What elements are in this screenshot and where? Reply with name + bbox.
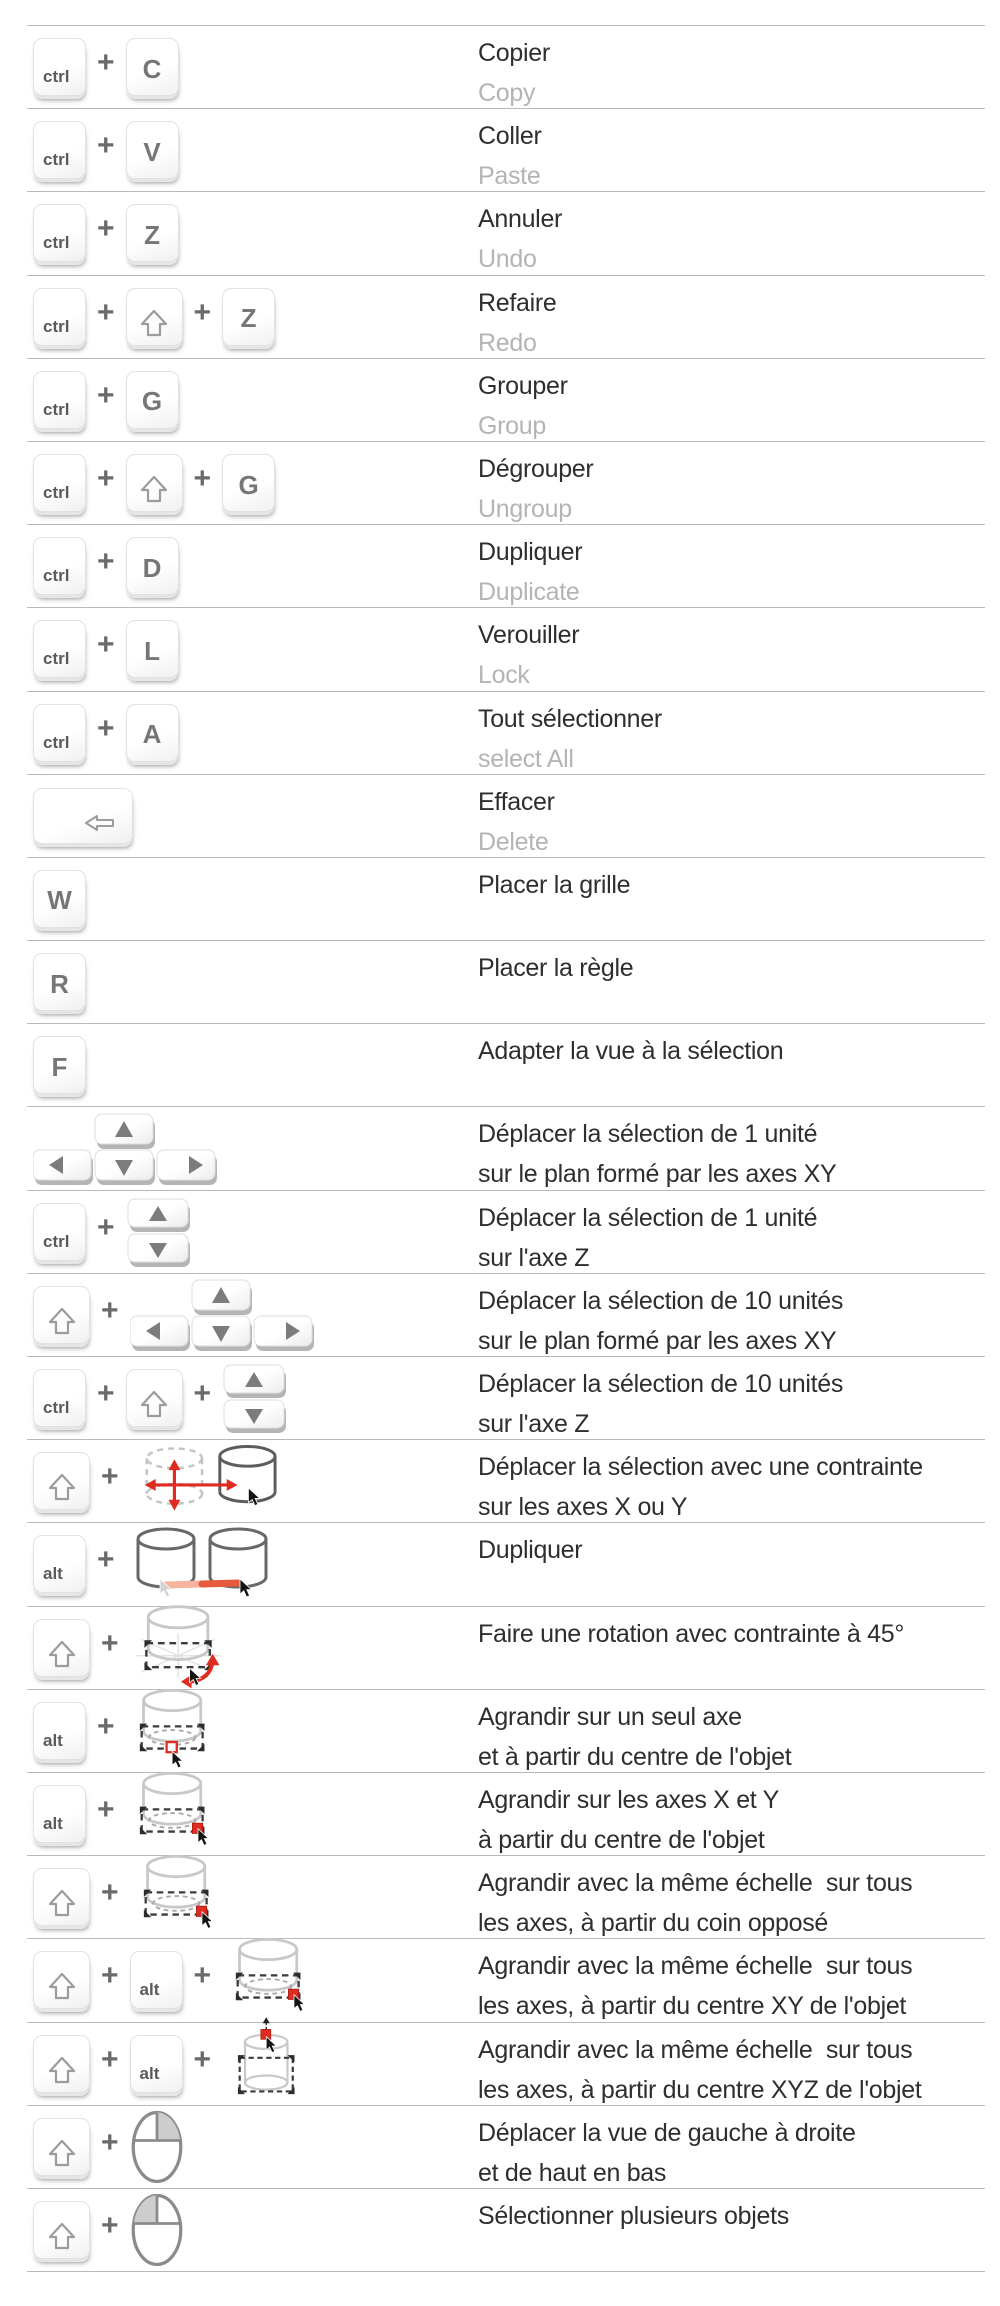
shift-arrow-icon bbox=[47, 2221, 77, 2251]
shortcut-keys bbox=[27, 704, 478, 762]
shortcut-row bbox=[27, 191, 985, 274]
plus-separator: + bbox=[97, 129, 115, 163]
shortcut-keys bbox=[27, 2011, 478, 2117]
shortcut-description bbox=[478, 1440, 985, 1527]
mouse-select-icon bbox=[130, 2190, 184, 2270]
key-label: G bbox=[141, 386, 163, 417]
shortcut-description bbox=[478, 2189, 985, 2236]
plus-separator: + bbox=[101, 1626, 119, 1660]
description-fr-line: sur le plan formé par les axes XY bbox=[478, 1326, 837, 1355]
shortcut-row bbox=[27, 1938, 985, 2021]
key-label: alt bbox=[139, 2063, 160, 2083]
description-fr-line: et à partir du centre de l'objet bbox=[478, 1742, 792, 1771]
description-fr-line: Dupliquer bbox=[478, 538, 583, 567]
shortcut-description bbox=[478, 775, 985, 862]
key-ctrl bbox=[33, 1203, 86, 1261]
plus-separator: + bbox=[101, 1460, 119, 1494]
shortcut-row bbox=[27, 857, 985, 940]
key-L bbox=[126, 620, 179, 678]
key-label: L bbox=[144, 635, 160, 666]
description-fr-line: et de haut en bas bbox=[478, 2158, 667, 2187]
shortcut-row bbox=[27, 607, 985, 690]
description-fr-line: Agrandir avec la même échelle sur tous bbox=[478, 2035, 913, 2064]
description-fr-line: Adapter la vue à la sélection bbox=[478, 1037, 784, 1066]
shortcut-row bbox=[27, 108, 985, 191]
shortcut-row bbox=[27, 441, 985, 524]
key-label: ctrl bbox=[43, 399, 70, 419]
arrow-keys-cluster bbox=[130, 1278, 316, 1352]
shift-arrow-icon bbox=[47, 2055, 77, 2085]
shortcut-keys bbox=[27, 454, 478, 512]
shortcut-row bbox=[27, 2022, 985, 2105]
shortcut-row bbox=[27, 1439, 985, 1522]
shortcut-keys bbox=[27, 1112, 478, 1186]
key-alt bbox=[33, 1535, 86, 1593]
description-fr-line: Déplacer la sélection de 1 unité bbox=[478, 1203, 818, 1232]
description-fr-line: Agrandir avec la même échelle sur tous bbox=[478, 1952, 913, 1981]
key-ctrl bbox=[33, 454, 86, 512]
shift-key bbox=[33, 2035, 90, 2093]
key-G bbox=[126, 371, 179, 429]
description-fr-line: Grouper bbox=[478, 371, 568, 400]
scale-xyz-icon bbox=[222, 2011, 314, 2117]
key-label: alt bbox=[43, 1814, 63, 1834]
plus-separator: + bbox=[193, 462, 212, 496]
plus-separator: + bbox=[193, 2042, 212, 2076]
description-fr-line: Agrandir sur un seul axe bbox=[478, 1702, 742, 1731]
shortcut-keys bbox=[27, 2107, 478, 2187]
plus-separator: + bbox=[101, 1876, 119, 1910]
arrow-keys-cluster bbox=[33, 1112, 219, 1186]
shortcut-keys bbox=[27, 1197, 478, 1267]
shortcut-description bbox=[478, 1856, 985, 1943]
shortcut-keys bbox=[27, 620, 478, 678]
key-ctrl bbox=[33, 204, 86, 262]
key-Z bbox=[126, 204, 179, 262]
key-D bbox=[126, 537, 179, 595]
shortcut-row bbox=[27, 2188, 985, 2271]
key-V bbox=[126, 121, 179, 179]
description-en-line: Paste bbox=[478, 162, 541, 191]
mouse-pan-icon bbox=[130, 2107, 184, 2187]
description-fr-line: les axes, à partir du centre XY de l'objet bbox=[478, 1992, 907, 2021]
description-fr-line: sur l'axe Z bbox=[478, 1243, 590, 1272]
shortcut-keys bbox=[27, 121, 478, 179]
shortcut-row bbox=[27, 275, 985, 358]
description-fr-line: Dégrouper bbox=[478, 454, 594, 483]
shortcut-description bbox=[478, 109, 985, 196]
key-ctrl bbox=[33, 1369, 86, 1427]
plus-separator: + bbox=[101, 2208, 119, 2242]
shift-key bbox=[126, 454, 183, 512]
shortcut-description bbox=[478, 608, 985, 695]
key-label: ctrl bbox=[43, 1231, 70, 1251]
plus-separator: + bbox=[97, 628, 115, 662]
shift-arrow-icon bbox=[139, 474, 169, 504]
shortcut-keys bbox=[27, 537, 478, 595]
shortcut-row bbox=[27, 1522, 985, 1605]
key-label: ctrl bbox=[43, 649, 70, 669]
shortcut-keys bbox=[27, 788, 478, 844]
key-label: F bbox=[51, 1051, 68, 1082]
shortcut-keys bbox=[27, 1442, 478, 1520]
key-alt bbox=[130, 2035, 183, 2093]
key-ctrl bbox=[33, 371, 86, 429]
shift-arrow-icon bbox=[139, 1389, 169, 1419]
plus-separator: + bbox=[97, 1543, 115, 1577]
shortcut-description bbox=[478, 2023, 985, 2110]
key-ctrl bbox=[33, 620, 86, 678]
description-fr-line: Déplacer la vue de gauche à droite bbox=[478, 2118, 856, 2147]
description-fr-line: sur les axes X ou Y bbox=[478, 1493, 688, 1522]
plus-separator: + bbox=[101, 1959, 119, 1993]
shortcut-description bbox=[478, 1274, 985, 1361]
key-ctrl bbox=[33, 38, 86, 96]
description-fr-line: les axes, à partir du coin opposé bbox=[478, 1909, 829, 1938]
shortcut-row bbox=[27, 25, 985, 108]
description-fr-line: Sélectionner plusieurs objets bbox=[478, 2201, 789, 2230]
shortcut-row bbox=[27, 1772, 985, 1855]
description-en-line: Ungroup bbox=[478, 494, 572, 523]
key-ctrl bbox=[33, 121, 86, 179]
key-Z bbox=[222, 288, 275, 346]
shortcut-row bbox=[27, 691, 985, 774]
key-C bbox=[126, 38, 179, 96]
shift-key bbox=[126, 1369, 183, 1427]
description-fr-line: sur l'axe Z bbox=[478, 1410, 590, 1438]
shortcut-row bbox=[27, 1190, 985, 1273]
description-en-line: Group bbox=[478, 411, 546, 440]
plus-separator: + bbox=[101, 2125, 119, 2159]
duplicate-drag-icon bbox=[126, 1524, 276, 1604]
shortcut-description bbox=[478, 1024, 985, 1071]
shortcut-keys bbox=[27, 1036, 478, 1094]
key-ctrl bbox=[33, 537, 86, 595]
shift-key bbox=[33, 1619, 90, 1677]
shortcut-keys bbox=[27, 953, 478, 1011]
shortcut-description bbox=[478, 941, 985, 988]
shift-arrow-icon bbox=[47, 1888, 77, 1918]
shortcut-row bbox=[27, 1106, 985, 1189]
shortcut-description bbox=[478, 1523, 985, 1570]
shortcut-description bbox=[478, 1191, 985, 1278]
shift-key bbox=[33, 1951, 90, 2009]
shortcut-description bbox=[478, 525, 985, 612]
plus-separator: + bbox=[97, 1377, 115, 1411]
key-R bbox=[33, 953, 86, 1011]
plus-separator: + bbox=[97, 1210, 115, 1244]
description-fr-line: Tout sélectionner bbox=[478, 704, 662, 733]
plus-separator: + bbox=[97, 1793, 115, 1827]
backspace-arrow-icon bbox=[83, 814, 116, 832]
shortcut-keys bbox=[27, 288, 478, 346]
key-alt bbox=[130, 1951, 183, 2009]
plus-separator: + bbox=[193, 1377, 212, 1411]
move-constraint-icon bbox=[130, 1442, 280, 1520]
backspace-key bbox=[33, 788, 133, 844]
plus-separator: + bbox=[97, 295, 115, 329]
description-fr-line: Déplacer la sélection de 10 unités bbox=[478, 1286, 844, 1315]
shortcut-description bbox=[478, 442, 985, 529]
description-en-line: Delete bbox=[478, 827, 549, 856]
shortcut-description bbox=[478, 1107, 985, 1194]
shortcut-cheatsheet bbox=[27, 25, 985, 2272]
key-label: D bbox=[142, 552, 162, 583]
description-fr-line: Annuler bbox=[478, 205, 563, 234]
shift-arrow-icon bbox=[47, 1306, 77, 1336]
key-A bbox=[126, 704, 179, 762]
shift-key bbox=[33, 2118, 90, 2176]
description-en-line: Undo bbox=[478, 245, 537, 274]
plus-separator: + bbox=[101, 1293, 119, 1327]
description-en-line: Redo bbox=[478, 328, 537, 357]
shortcut-description bbox=[478, 1939, 985, 2026]
shortcut-description bbox=[478, 692, 985, 779]
shortcut-description bbox=[478, 1690, 985, 1777]
shortcut-description bbox=[478, 858, 985, 905]
key-label: ctrl bbox=[43, 566, 70, 586]
description-en-line: Duplicate bbox=[478, 578, 580, 607]
shift-arrow-icon bbox=[47, 1472, 77, 1502]
plus-separator: + bbox=[97, 378, 115, 412]
shortcut-row bbox=[27, 940, 985, 1023]
key-alt bbox=[33, 1785, 86, 1843]
key-label: Z bbox=[144, 219, 160, 250]
description-fr-line: les axes, à partir du centre XYZ de l'objet bbox=[478, 2075, 922, 2104]
key-label: A bbox=[142, 719, 162, 750]
plus-separator: + bbox=[193, 1959, 212, 1993]
shift-arrow-icon bbox=[47, 1639, 77, 1669]
key-label: alt bbox=[43, 1730, 63, 1750]
description-fr-line: Placer la règle bbox=[478, 954, 634, 983]
key-label: R bbox=[50, 968, 69, 999]
arrow-up-down-keys bbox=[222, 1363, 288, 1433]
shortcut-description bbox=[478, 276, 985, 363]
shortcut-keys bbox=[27, 1363, 478, 1433]
plus-separator: + bbox=[97, 462, 115, 496]
description-fr-line: Agrandir avec la même échelle sur tous bbox=[478, 1869, 913, 1898]
shortcut-keys bbox=[27, 204, 478, 262]
key-label: ctrl bbox=[43, 233, 70, 253]
shortcut-row bbox=[27, 774, 985, 857]
shortcut-description bbox=[478, 1357, 985, 1444]
description-fr-line: Verouiller bbox=[478, 621, 580, 650]
shortcut-keys bbox=[27, 870, 478, 928]
arrow-up-down-keys bbox=[126, 1197, 192, 1267]
shortcut-description bbox=[478, 192, 985, 279]
shortcut-keys bbox=[27, 1278, 478, 1352]
key-label: ctrl bbox=[43, 732, 70, 752]
description-fr-line: à partir du centre de l'objet bbox=[478, 1825, 765, 1854]
key-label: alt bbox=[139, 1980, 160, 2000]
shortcut-row bbox=[27, 1855, 985, 1938]
shortcut-description bbox=[478, 1773, 985, 1860]
key-ctrl bbox=[33, 704, 86, 762]
plus-separator: + bbox=[101, 2042, 119, 2076]
key-ctrl bbox=[33, 288, 86, 346]
description-en-line: Copy bbox=[478, 79, 536, 107]
description-fr-line: Faire une rotation avec contrainte à 45° bbox=[478, 1619, 905, 1648]
description-fr-line: Déplacer la sélection avec une contrainte bbox=[478, 1453, 923, 1482]
key-label: W bbox=[47, 885, 72, 916]
plus-separator: + bbox=[97, 46, 115, 80]
shortcut-keys bbox=[27, 1524, 478, 1604]
key-label: C bbox=[142, 53, 162, 84]
plus-separator: + bbox=[97, 711, 115, 745]
shortcut-row bbox=[27, 1689, 985, 1772]
shortcut-row bbox=[27, 524, 985, 607]
plus-separator: + bbox=[97, 1709, 115, 1743]
key-label: Z bbox=[240, 303, 257, 334]
shift-arrow-icon bbox=[47, 1971, 77, 2001]
key-label: ctrl bbox=[43, 316, 70, 336]
key-label: V bbox=[143, 136, 161, 167]
plus-separator: + bbox=[193, 295, 212, 329]
shift-key bbox=[33, 1286, 90, 1344]
shortcut-row bbox=[27, 1356, 985, 1439]
description-fr-line: Déplacer la sélection de 1 unité bbox=[478, 1120, 818, 1149]
description-en-line: Lock bbox=[478, 661, 530, 690]
key-label: ctrl bbox=[43, 150, 70, 170]
shortcut-keys bbox=[27, 38, 478, 96]
key-label: G bbox=[238, 469, 259, 500]
key-W bbox=[33, 870, 86, 928]
shift-key bbox=[33, 1452, 90, 1510]
key-F bbox=[33, 1036, 86, 1094]
shift-arrow-icon bbox=[139, 308, 169, 338]
key-label: ctrl bbox=[43, 483, 70, 503]
shortcut-row bbox=[27, 1606, 985, 1689]
shift-key bbox=[33, 1868, 90, 1926]
description-fr-line: Déplacer la sélection de 10 unités bbox=[478, 1370, 844, 1398]
shortcut-keys bbox=[27, 2190, 478, 2270]
shift-key bbox=[33, 2201, 90, 2259]
shortcut-description bbox=[478, 26, 985, 113]
plus-separator: + bbox=[97, 545, 115, 579]
description-en-line: select All bbox=[478, 744, 574, 773]
shortcut-row bbox=[27, 1023, 985, 1106]
shift-key bbox=[126, 288, 183, 346]
shortcut-row bbox=[27, 1273, 985, 1356]
description-fr-line: Agrandir sur les axes X et Y bbox=[478, 1785, 780, 1814]
description-fr-line: Copier bbox=[478, 39, 550, 67]
shortcut-row bbox=[27, 2105, 985, 2188]
description-fr-line: Refaire bbox=[478, 288, 557, 317]
description-fr-line: Coller bbox=[478, 122, 542, 151]
key-alt bbox=[33, 1702, 86, 1760]
key-label: alt bbox=[43, 1564, 63, 1584]
shortcut-description bbox=[478, 2106, 985, 2193]
key-G bbox=[222, 454, 275, 512]
key-label: ctrl bbox=[43, 1398, 70, 1418]
shortcut-keys bbox=[27, 371, 478, 429]
description-fr-line: Dupliquer bbox=[478, 1536, 583, 1565]
shortcut-description bbox=[478, 1607, 985, 1654]
description-fr-line: Placer la grille bbox=[478, 870, 631, 899]
shift-arrow-icon bbox=[47, 2138, 77, 2168]
key-label: ctrl bbox=[43, 67, 70, 87]
plus-separator: + bbox=[97, 212, 115, 246]
description-fr-line: sur le plan formé par les axes XY bbox=[478, 1160, 837, 1189]
shortcut-description bbox=[478, 359, 985, 446]
description-fr-line: Effacer bbox=[478, 787, 555, 816]
shortcut-row bbox=[27, 358, 985, 441]
